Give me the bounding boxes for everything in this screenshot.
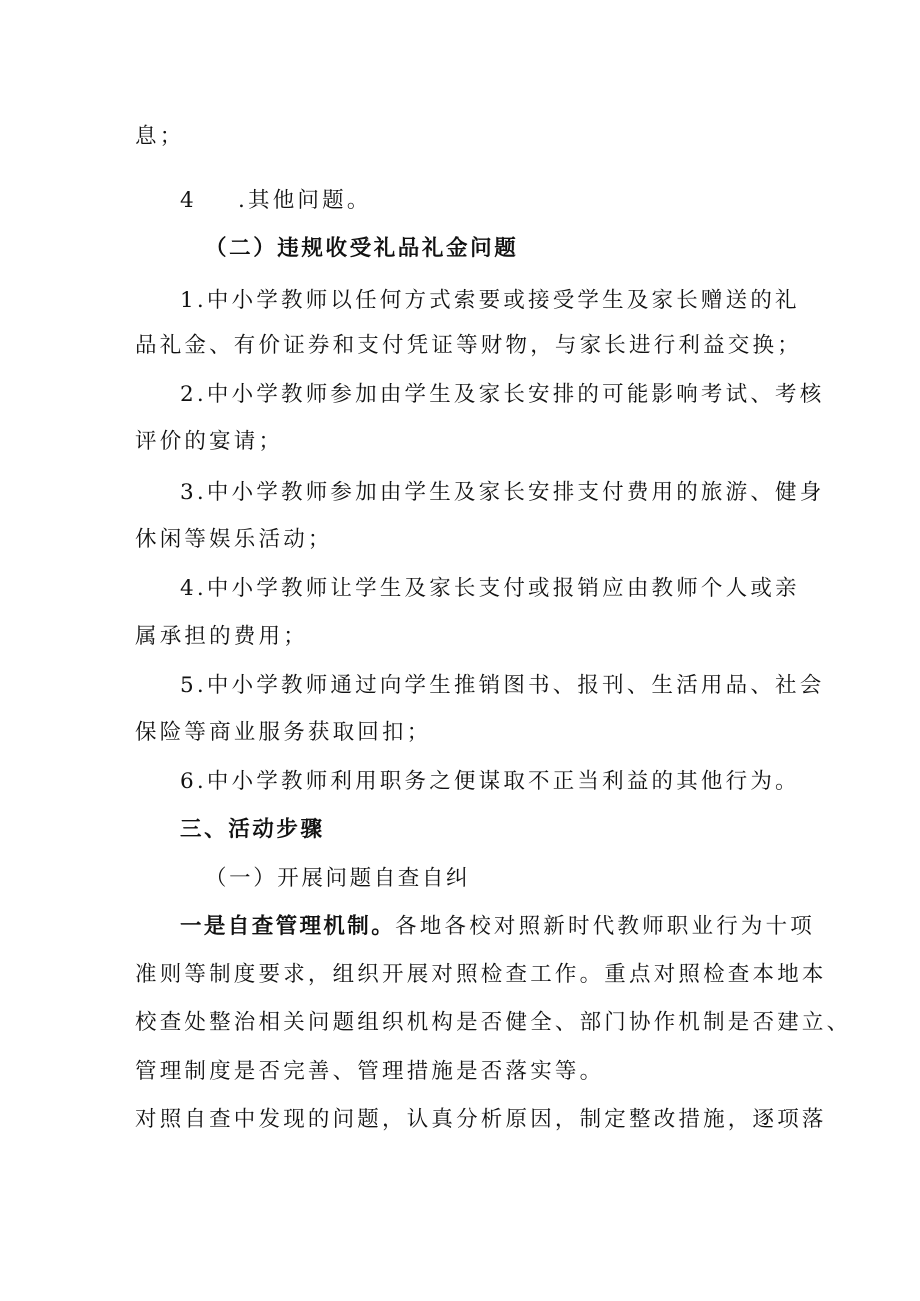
section-3-heading: 三、活动步骤	[180, 817, 325, 842]
section-2-heading: （二）违规收受礼品礼金问题	[205, 236, 519, 261]
para-2-line-1: 对照自查中发现的问题，认真分析原因，制定整改措施，逐项落	[135, 1107, 827, 1132]
gift-item-4-line-1: 4.中小学教师让学生及家长支付或报销应由教师个人或亲	[180, 576, 800, 601]
gift-item-3-line-2: 休闲等娱乐活动；	[135, 527, 333, 552]
gift-item-1-line-2: 品礼金、有价证券和支付凭证等财物，与家长进行利益交换；	[135, 333, 802, 358]
para-1-line-3: 校查处整治相关问题组织机构是否健全、部门协作机制是否建立、	[135, 1010, 852, 1035]
gift-item-2-line-1: 2.中小学教师参加由学生及家长安排的可能影响考试、考核	[180, 382, 825, 407]
item-4-other-issues	[180, 186, 840, 216]
gift-item-6-line-1: 6.中小学教师利用职务之便谋取不正当利益的其他行为。	[180, 769, 800, 794]
para-1-lead: 一是自查管理机制。	[180, 914, 396, 939]
para-1-line-1-rest: 各地各校对照新时代教师职业行为十项	[395, 914, 816, 939]
para-1-line-1	[180, 912, 840, 942]
gift-item-4-line-2: 属承担的费用；	[135, 624, 308, 649]
para-1-line-4: 管理制度是否完善、管理措施是否落实等。	[135, 1059, 605, 1084]
gift-item-1-line-1: 1.中小学教师以任何方式索要或接受学生及家长赠送的礼	[180, 288, 800, 313]
item-4-number: 4	[180, 188, 197, 213]
gift-item-5-line-2: 保险等商业服务获取回扣；	[135, 720, 432, 745]
gift-item-5-line-1: 5.中小学教师通过向学生推销图书、报刊、生活用品、社会	[180, 673, 825, 698]
gift-item-3-line-1: 3.中小学教师参加由学生及家长安排支付费用的旅游、健身	[180, 480, 825, 505]
continued-line: 息；	[135, 124, 185, 149]
para-1-line-2: 准则等制度要求，组织开展对照检查工作。重点对照检查本地本	[135, 962, 827, 987]
subsection-1-heading: （一）开展问题自查自纠	[205, 866, 471, 891]
gift-item-2-line-2: 评价的宴请；	[135, 429, 284, 454]
item-4-text: .其他问题。	[238, 188, 372, 213]
